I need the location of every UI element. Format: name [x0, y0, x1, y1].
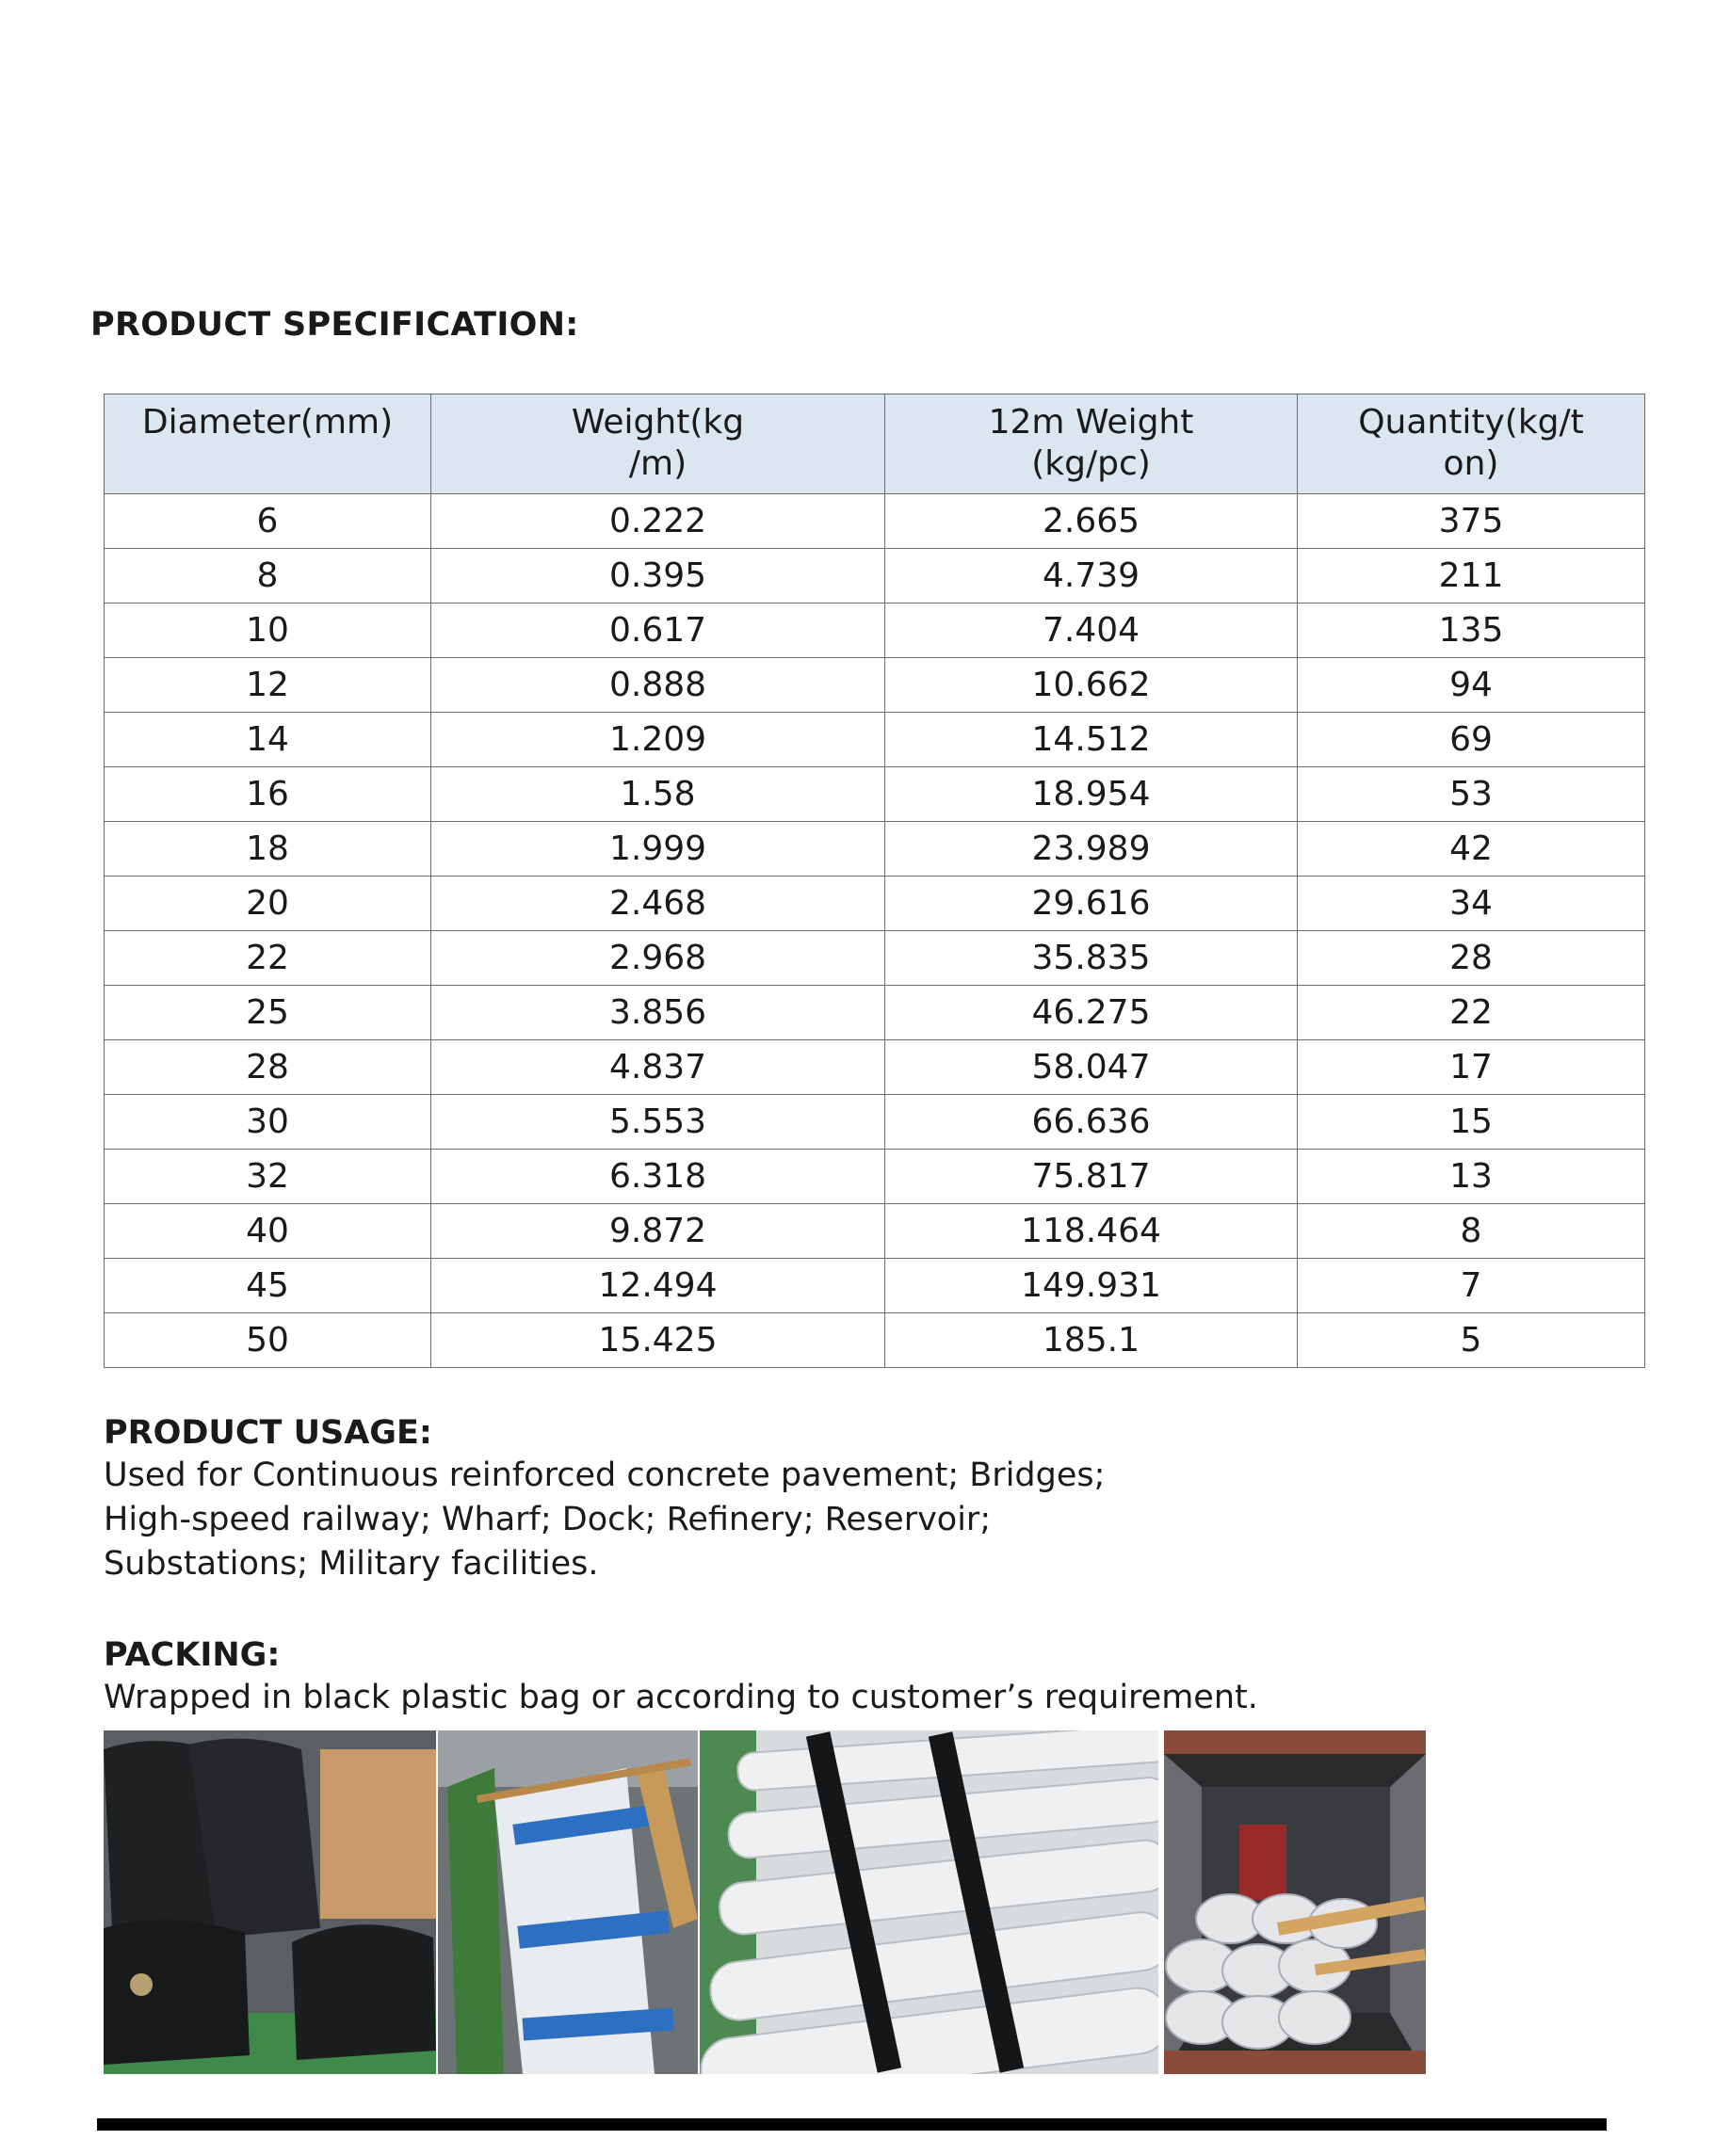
cell-weight-per-m: 3.856 [431, 986, 885, 1040]
table-row [105, 986, 1645, 1040]
cell-12m-weight: 14.512 [885, 713, 1298, 767]
packing-photo-container-loading [1164, 1730, 1426, 2074]
cell-12m-weight: 185.1 [885, 1313, 1298, 1368]
cell-weight-per-m: 4.837 [431, 1040, 885, 1095]
table-row [105, 1313, 1645, 1368]
cell-quantity: 7 [1298, 1259, 1645, 1313]
spec-table-body [105, 494, 1645, 1368]
cell-12m-weight: 35.835 [885, 931, 1298, 986]
cell-12m-weight: 7.404 [885, 603, 1298, 658]
packing-photo-wrapped-bundles [700, 1730, 1158, 2074]
cell-12m-weight: 46.275 [885, 986, 1298, 1040]
table-row [105, 877, 1645, 931]
cell-12m-weight: 29.616 [885, 877, 1298, 931]
cell-weight-per-m: 1.209 [431, 713, 885, 767]
cell-diameter: 6 [105, 494, 431, 549]
cell-quantity: 13 [1298, 1150, 1645, 1204]
usage-line: Used for Continuous reinforced concrete pavement; Bridges; [104, 1456, 1106, 1494]
usage-text [104, 1454, 1105, 1586]
cell-diameter: 22 [105, 931, 431, 986]
header-12m-weight-text: 12m Weight (kg/pc) [988, 403, 1194, 483]
table-row [105, 767, 1645, 822]
header-quantity [1298, 394, 1645, 494]
packing-photo-bulk-bags [104, 1730, 436, 2074]
cell-diameter: 8 [105, 549, 431, 603]
cell-diameter: 20 [105, 877, 431, 931]
table-row [105, 822, 1645, 877]
cell-quantity: 42 [1298, 822, 1645, 877]
cell-quantity: 53 [1298, 767, 1645, 822]
bottom-rule [97, 2118, 1607, 2131]
cell-weight-per-m: 1.999 [431, 822, 885, 877]
table-row [105, 1150, 1645, 1204]
spec-table [104, 394, 1645, 1368]
table-row [105, 603, 1645, 658]
cell-12m-weight: 18.954 [885, 767, 1298, 822]
usage-line: High-speed railway; Wharf; Dock; Refinery; Reservoir; [104, 1501, 992, 1538]
cell-diameter: 50 [105, 1313, 431, 1368]
header-12m-weight [885, 394, 1298, 494]
cell-quantity: 375 [1298, 494, 1645, 549]
header-quantity-text: Quantity(kg/t on) [1358, 403, 1584, 483]
cell-weight-per-m: 1.58 [431, 767, 885, 822]
cell-weight-per-m: 0.888 [431, 658, 885, 713]
cell-12m-weight: 10.662 [885, 658, 1298, 713]
cell-diameter: 16 [105, 767, 431, 822]
cell-weight-per-m: 12.494 [431, 1259, 885, 1313]
cell-12m-weight: 149.931 [885, 1259, 1298, 1313]
cell-diameter: 30 [105, 1095, 431, 1150]
cell-12m-weight: 58.047 [885, 1040, 1298, 1095]
cell-diameter: 45 [105, 1259, 431, 1313]
cell-quantity: 15 [1298, 1095, 1645, 1150]
cell-quantity: 69 [1298, 713, 1645, 767]
table-row [105, 931, 1645, 986]
cell-12m-weight: 118.464 [885, 1204, 1298, 1259]
packing-heading: PACKING: [104, 1636, 281, 1674]
usage-heading: PRODUCT USAGE: [104, 1414, 432, 1452]
cell-diameter: 32 [105, 1150, 431, 1204]
cell-weight-per-m: 0.395 [431, 549, 885, 603]
cell-weight-per-m: 5.553 [431, 1095, 885, 1150]
cell-diameter: 28 [105, 1040, 431, 1095]
header-weight-per-m [431, 394, 885, 494]
cell-diameter: 18 [105, 822, 431, 877]
cell-diameter: 40 [105, 1204, 431, 1259]
cell-weight-per-m: 6.318 [431, 1150, 885, 1204]
spec-header-row [105, 394, 1645, 494]
cell-12m-weight: 75.817 [885, 1150, 1298, 1204]
cell-quantity: 34 [1298, 877, 1645, 931]
cell-weight-per-m: 2.468 [431, 877, 885, 931]
cell-quantity: 22 [1298, 986, 1645, 1040]
cell-diameter: 10 [105, 603, 431, 658]
cell-diameter: 14 [105, 713, 431, 767]
header-diameter: Diameter(mm) [105, 394, 431, 494]
cell-weight-per-m: 9.872 [431, 1204, 885, 1259]
cell-quantity: 211 [1298, 549, 1645, 603]
cell-quantity: 5 [1298, 1313, 1645, 1368]
table-row [105, 1259, 1645, 1313]
table-row [105, 658, 1645, 713]
cell-quantity: 94 [1298, 658, 1645, 713]
table-row [105, 1204, 1645, 1259]
table-row [105, 549, 1645, 603]
header-weight-per-m-text: Weight(kg /m) [571, 403, 745, 483]
cell-quantity: 17 [1298, 1040, 1645, 1095]
cell-weight-per-m: 0.222 [431, 494, 885, 549]
table-row [105, 713, 1645, 767]
cell-quantity: 28 [1298, 931, 1645, 986]
cell-quantity: 8 [1298, 1204, 1645, 1259]
packing-photo-blue-tape-bundles [438, 1730, 698, 2074]
cell-weight-per-m: 0.617 [431, 603, 885, 658]
table-row [105, 1040, 1645, 1095]
cell-12m-weight: 4.739 [885, 549, 1298, 603]
cell-weight-per-m: 2.968 [431, 931, 885, 986]
cell-weight-per-m: 15.425 [431, 1313, 885, 1368]
cell-diameter: 25 [105, 986, 431, 1040]
cell-12m-weight: 23.989 [885, 822, 1298, 877]
cell-diameter: 12 [105, 658, 431, 713]
spec-title: PRODUCT SPECIFICATION: [90, 306, 579, 344]
usage-line: Substations; Military facilities. [104, 1545, 599, 1583]
table-row [105, 1095, 1645, 1150]
cell-12m-weight: 2.665 [885, 494, 1298, 549]
table-row [105, 494, 1645, 549]
cell-12m-weight: 66.636 [885, 1095, 1298, 1150]
cell-quantity: 135 [1298, 603, 1645, 658]
packing-text: Wrapped in black plastic bag or according to customer’s requirement. [104, 1679, 1258, 1716]
